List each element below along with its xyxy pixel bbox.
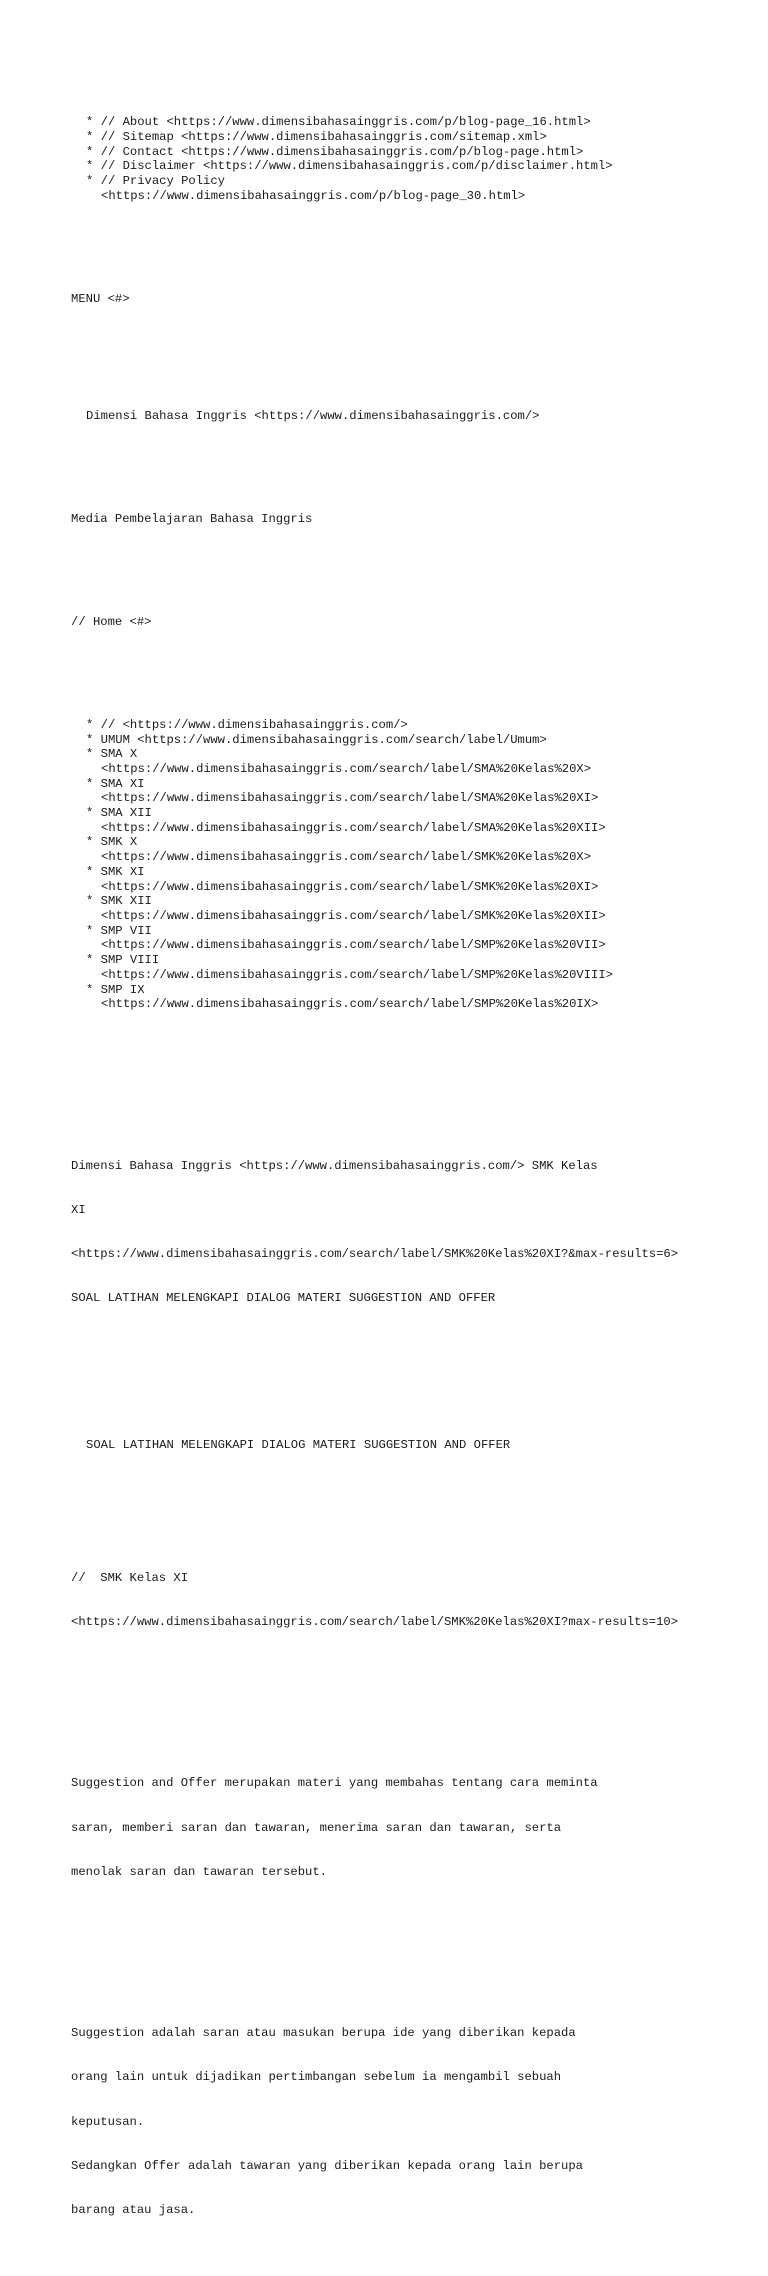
category-item-url[interactable]: <https://www.dimensibahasainggris.com/search/label/SMK%20Kelas%20XII> [101, 909, 606, 923]
category-item-label[interactable]: * SMK X [71, 835, 761, 850]
category-item[interactable] [71, 953, 761, 982]
top-nav-item-label[interactable]: * // Contact <https://www.dimensibahasainggris.com/p/blog-page.html> [71, 145, 761, 160]
breadcrumb-category-link[interactable]: XI [71, 1203, 86, 1218]
paragraph-line: Sedangkan Offer adalah tawaran yang diberikan kepada orang lain berupa [71, 2158, 583, 2173]
category-item-label[interactable]: * UMUM <https://www.dimensibahasainggris.com/search/label/Umum> [71, 733, 761, 748]
site-tagline: Media Pembelajaran Bahasa Inggris [71, 512, 313, 527]
category-item[interactable] [71, 983, 761, 1012]
category-item-url[interactable]: <https://www.dimensibahasainggris.com/search/label/SMP%20Kelas%20VII> [101, 938, 606, 953]
category-item-label[interactable]: * SMK XI [71, 865, 761, 880]
paragraph-line: barang atau jasa. [71, 2202, 196, 2217]
top-nav-item[interactable] [71, 115, 761, 130]
top-nav-item-url[interactable]: <https://www.dimensibahasainggris.com/p/blog-page_30.html> [101, 188, 526, 203]
page-content [71, 71, 761, 2276]
paragraph-line: Suggestion and Offer merupakan materi yang membahas tentang cara meminta [71, 1776, 598, 1791]
category-item-url[interactable]: <https://www.dimensibahasainggris.com/search/label/SMK%20Kelas%20X> [101, 850, 592, 865]
category-item[interactable] [71, 865, 761, 894]
category-item-label[interactable]: * // <https://www.dimensibahasainggris.com/> [71, 718, 761, 733]
paragraph-2 [71, 1997, 761, 2247]
paragraph-line: saran, memberi saran dan tawaran, menerima saran dan tawaran, serta [71, 1820, 562, 1835]
category-item-label[interactable]: * SMK XII [71, 894, 761, 909]
top-nav-item[interactable] [71, 130, 761, 145]
category-list [71, 718, 761, 1012]
paragraph-line: keputusan. [71, 2114, 145, 2129]
post-label-url[interactable]: <https://www.dimensibahasainggris.com/search/label/SMK%20Kelas%20XI?max-results=10> [71, 1614, 679, 1629]
top-nav-item-label[interactable]: * // About <https://www.dimensibahasainggris.com/p/blog-page_16.html> [71, 115, 761, 130]
category-item-url[interactable]: <https://www.dimensibahasainggris.com/search/label/SMA%20Kelas%20XI> [101, 791, 599, 806]
category-item-label[interactable]: * SMP VIII [71, 953, 761, 968]
home-link[interactable]: // Home <#> [71, 614, 152, 629]
paragraph-line: orang lain untuk dijadikan pertimbangan sebelum ia mengambil sebuah [71, 2070, 562, 2085]
top-nav-item[interactable] [71, 159, 761, 174]
breadcrumb-category-url[interactable]: <https://www.dimensibahasainggris.com/search/label/SMK%20Kelas%20XI?&max-results=6> [71, 1247, 679, 1262]
top-nav-item-label[interactable]: * // Sitemap <https://www.dimensibahasainggris.com/sitemap.xml> [71, 130, 761, 145]
category-item-label[interactable]: * SMA XII [71, 806, 761, 821]
category-item[interactable] [71, 718, 761, 733]
category-item-label[interactable]: * SMP VII [71, 924, 761, 939]
category-item-url[interactable]: <https://www.dimensibahasainggris.com/search/label/SMA%20Kelas%20XII> [101, 820, 606, 835]
category-item[interactable] [71, 924, 761, 953]
category-item-label[interactable]: * SMA X [71, 747, 761, 762]
top-nav-item-label[interactable]: * // Disclaimer <https://www.dimensibahasainggris.com/p/disclaimer.html> [71, 159, 761, 174]
category-item[interactable] [71, 747, 761, 776]
top-nav-list [71, 115, 761, 203]
site-title-link[interactable]: Dimensi Bahasa Inggris <https://www.dimensibahasainggris.com/> [86, 409, 540, 424]
breadcrumb [71, 1130, 761, 1336]
category-item-label[interactable]: * SMA XI [71, 777, 761, 792]
category-item-url[interactable]: <https://www.dimensibahasainggris.com/search/label/SMP%20Kelas%20VIII> [101, 967, 613, 982]
category-item-url[interactable]: <https://www.dimensibahasainggris.com/search/label/SMP%20Kelas%20IX> [101, 997, 599, 1012]
category-item-label[interactable]: * SMP IX [71, 983, 761, 998]
category-item-url[interactable]: <https://www.dimensibahasainggris.com/search/label/SMA%20Kelas%20X> [101, 761, 592, 776]
category-item-url[interactable]: <https://www.dimensibahasainggris.com/search/label/SMK%20Kelas%20XI> [101, 879, 599, 894]
category-item[interactable] [71, 777, 761, 806]
breadcrumb-home-link[interactable]: Dimensi Bahasa Inggris <https://www.dimensibahasainggris.com/> SMK Kelas [71, 1158, 598, 1173]
top-nav-item-label[interactable]: * // Privacy Policy [71, 174, 761, 189]
category-item[interactable] [71, 806, 761, 835]
post-label-link[interactable]: // SMK Kelas XI [71, 1570, 189, 1585]
post-title: SOAL LATIHAN MELENGKAPI DIALOG MATERI SUGGESTION AND OFFER [86, 1438, 511, 1453]
paragraph-line: Suggestion adalah saran atau masukan berupa ide yang diberikan kepada [71, 2026, 576, 2041]
top-nav-item[interactable] [71, 145, 761, 160]
menu-link[interactable]: MENU <#> [71, 291, 130, 306]
category-item[interactable] [71, 835, 761, 864]
category-item[interactable] [71, 733, 761, 748]
paragraph-1 [71, 1747, 761, 1909]
post-label [71, 1541, 761, 1659]
breadcrumb-current: SOAL LATIHAN MELENGKAPI DIALOG MATERI SUGGESTION AND OFFER [71, 1291, 496, 1306]
paragraph-line: menolak saran dan tawaran tersebut. [71, 1864, 327, 1879]
top-nav-item[interactable] [71, 174, 761, 203]
category-item[interactable] [71, 894, 761, 923]
